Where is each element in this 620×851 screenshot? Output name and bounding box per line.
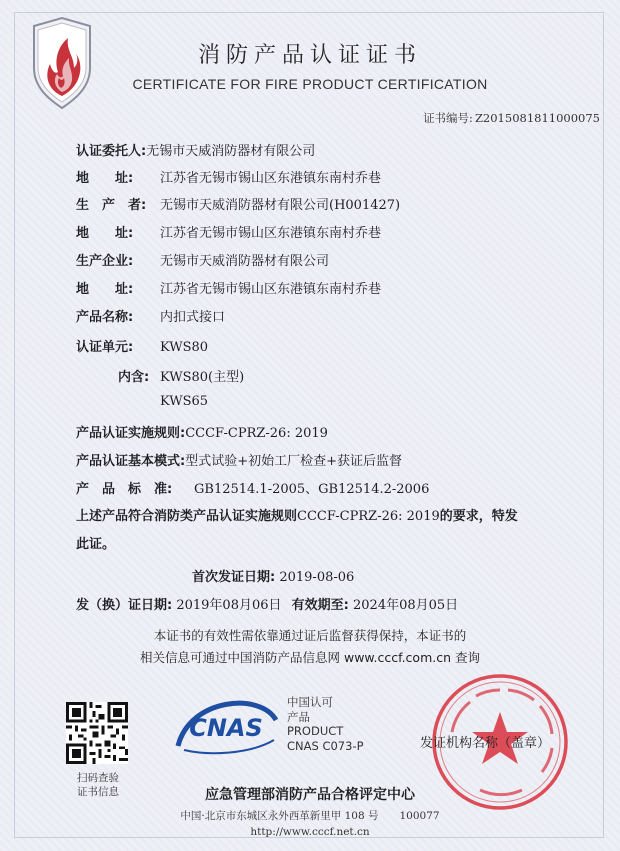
field-value: 无锡市天威消防器材有限公司 [146, 144, 316, 159]
field-row [76, 250, 329, 269]
cnas-line1: 中国认可 [287, 695, 333, 709]
field-value: KWS80 [160, 340, 209, 355]
field-row [76, 450, 402, 469]
field-row [76, 306, 225, 325]
field-label: 产品认证实施规则: [76, 426, 186, 441]
field-row [76, 140, 315, 159]
field-label: 产品认证基本模式: [76, 454, 186, 469]
flame-shield-logo [28, 16, 96, 110]
qr-label-line2: 证书信息 [77, 786, 119, 798]
issue-date-label: 发（换）证日期: [76, 598, 173, 613]
field-label: 生产企业: [76, 254, 134, 269]
certificate-number [300, 110, 600, 126]
cnas-line2: 产品 [287, 710, 310, 724]
expiry-date-value: 2024年08月05日 [353, 598, 459, 613]
statement-suffix: 的要求，特发 [439, 509, 518, 524]
field-label: 认证单元: [76, 340, 134, 355]
field-value: 无锡市天威消防器材有限公司(H001427) [160, 198, 401, 213]
organization-website[interactable]: http://www.cccf.net.cn [250, 826, 370, 838]
field-value: 江苏省无锡市锡山区东港镇东南村乔巷 [160, 282, 382, 297]
expiry-date-label: 有效期至: [291, 598, 349, 613]
field-label: 产品名称: [76, 310, 134, 325]
field-label: 认证委托人: [76, 144, 147, 159]
qr-label-line1: 扫码查验 [77, 772, 119, 784]
validity-notice-line2: 相关信息可通过中国消防产品信息网 www.cccf.com.cn 查询 [140, 650, 480, 665]
certificate-number-label: 证书编号: [423, 111, 473, 125]
field-value: 内扣式接口 [160, 310, 226, 325]
first-issue-date-label: 首次发证日期: [192, 570, 276, 585]
cnas-line3: PRODUCT [287, 724, 344, 738]
field-value: KWS65 [160, 394, 209, 409]
field-value: 江苏省无锡市锡山区东港镇东南村乔巷 [160, 171, 382, 186]
field-row [160, 394, 208, 409]
field-label: 地 址: [76, 282, 134, 297]
field-row [76, 194, 400, 213]
field-value: 无锡市天威消防器材有限公司 [160, 254, 330, 269]
cnas-accreditation-logo [170, 690, 282, 762]
issuer-signature-label: 发证机构名称（盖章） [420, 736, 551, 751]
first-issue-date [192, 566, 354, 585]
certificate-number-value: Z2015081811000075 [474, 111, 600, 125]
cnas-logo-text: CNAS [189, 714, 263, 742]
field-value: KWS80(主型) [160, 370, 245, 385]
field-row [76, 336, 208, 355]
field-value: 型式试验+初始工厂检查+获证后监督 [185, 454, 402, 469]
validity-notice-line1: 本证书的有效性需依靠通过证后监督获得保持，本证书的 [153, 628, 467, 643]
field-row [76, 478, 429, 497]
field-row [118, 366, 244, 385]
issue-date-value: 2019年08月06日 [176, 598, 282, 613]
cnas-line4: CNAS C073-P [287, 739, 364, 753]
field-value: CCCF-CPRZ-26: 2019 [185, 426, 328, 441]
field-label: 产 品 标 准: [76, 482, 173, 497]
field-row [76, 278, 381, 297]
field-label: 内含: [118, 370, 150, 385]
field-row [76, 222, 381, 241]
field-label: 地 址: [76, 226, 134, 241]
certificate-subtitle: CERTIFICATE FOR FIRE PRODUCT CERTIFICATION [132, 76, 488, 92]
field-label: 地 址: [76, 171, 134, 186]
statement-rule: CCCF-CPRZ-26: 2019 [297, 509, 440, 524]
field-row [76, 167, 381, 186]
first-issue-date-value: 2019-08-06 [279, 570, 355, 585]
field-row [76, 422, 328, 441]
statement-prefix: 上述产品符合消防类产品认证实施规则 [76, 509, 298, 524]
organization-address: 中国·北京市东城区永外西革新里甲 108 号 100077 [180, 810, 440, 822]
statement-line2: 此证。 [76, 537, 116, 552]
certificate-title: 消防产品认证证书 [197, 43, 422, 68]
field-label: 生 产 者: [76, 198, 147, 213]
field-value: GB12514.1-2005、GB12514.2-2006 [194, 482, 430, 497]
issuing-organization: 应急管理部消防产品合格评定中心 [205, 787, 415, 803]
issue-expiry-dates [76, 594, 458, 613]
verification-qr-code[interactable] [66, 702, 128, 764]
field-value: 江苏省无锡市锡山区东港镇东南村乔巷 [160, 226, 382, 241]
conformity-statement [76, 503, 546, 559]
